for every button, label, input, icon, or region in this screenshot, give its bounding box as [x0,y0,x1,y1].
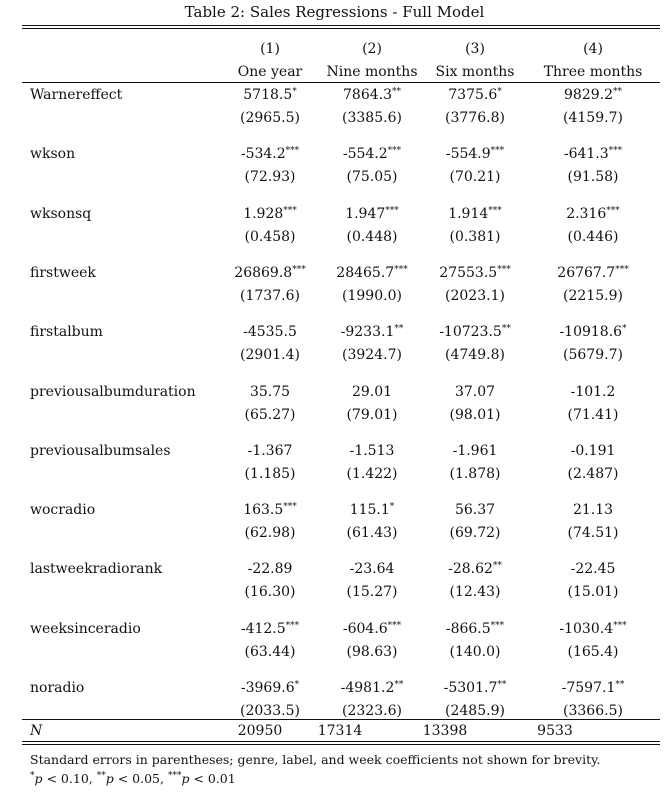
standard-error-cell: (0.446) [567,229,619,245]
standard-error-cell: (1990.0) [342,288,402,304]
significance-stars: ** [497,680,507,690]
variable-label: Warnereffect [30,87,123,103]
standard-error-cell: (2.487) [567,466,619,482]
significance-stars: *** [497,265,511,275]
significance-stars: *** [606,206,620,216]
significance-stars: ** [394,324,404,334]
coefficient-value: 2.316 [566,206,607,222]
coefficient-value: -22.45 [570,561,616,577]
standard-error-cell: (3924.7) [342,347,402,363]
coefficient-cell [225,145,315,163]
coefficient-value: 28465.7 [336,265,395,281]
coefficient-value: 29.01 [351,384,393,400]
coefficient-value: 7375.6 [448,87,498,103]
coefficient-cell [530,205,656,223]
coefficient-value: -641.3 [563,146,609,162]
standard-error-cell: (61.43) [346,525,398,541]
coefficient-value: -10723.5 [439,324,502,340]
significance-stars: * [294,680,300,690]
standard-error-cell: (1.422) [346,466,398,482]
coefficient-cell [530,620,656,638]
coefficient-value: -4535.5 [243,324,297,340]
coefficient-value: 9829.2 [564,87,613,103]
coefficient-value: -23.64 [349,561,395,577]
standard-error-cell: (74.51) [567,525,619,541]
standard-error-cell: (71.41) [567,407,619,423]
standard-error-cell: (70.21) [449,169,501,185]
coefficient-cell [530,264,656,282]
significance-stars: *** [283,206,297,216]
standard-error-cell: (0.381) [449,229,501,245]
p-symbol: p [181,771,190,786]
standard-error-cell: (15.01) [567,584,619,600]
coefficient-cell [428,145,522,163]
variable-label: firstweek [30,265,96,281]
table-caption: Table 2: Sales Regressions - Full Model [184,3,485,21]
observations-value: 9533 [537,723,573,739]
table-note: Standard errors in parentheses; genre, label, and week coefficients not shown for brevity. [30,752,601,767]
coefficient-value: -101.2 [570,384,616,400]
coefficient-value: -1.961 [452,443,498,459]
column-number: (2) [362,41,382,57]
standard-error-cell: (0.458) [244,229,296,245]
standard-error-cell: (98.01) [449,407,501,423]
coefficient-cell [318,501,426,519]
coefficient-cell [225,501,315,519]
n-rule [22,719,660,720]
significance-stars: *** [387,621,402,631]
coefficient-cell [428,679,522,697]
significance-stars: *** [613,621,627,631]
significance-star: *** [167,771,182,781]
variable-label: weeksinceradio [30,621,141,637]
standard-error-cell: (1737.6) [240,288,300,304]
coefficient-cell [428,383,522,401]
significance-stars: *** [285,621,300,631]
significance-stars: * [292,87,297,97]
coefficient-cell [428,620,522,638]
column-number: (4) [583,41,603,57]
significance-star: ** [96,771,106,781]
standard-error-cell: (1.185) [244,466,296,482]
standard-error-cell: (140.0) [449,644,501,660]
standard-error-cell: (98.63) [346,644,398,660]
significance-stars: *** [488,206,502,216]
significance-stars: ** [492,561,502,571]
variable-label: wksonsq [30,206,92,222]
p-symbol: p [34,771,43,786]
significance-stars: *** [490,621,505,631]
coefficient-cell [428,323,522,341]
standard-error-cell: (1.878) [449,466,501,482]
coefficient-cell [530,383,656,401]
coefficient-value: -7597.1 [561,680,616,696]
coefficient-value: 1.928 [243,206,284,222]
significance-stars: ** [613,87,622,97]
column-label: Nine months [326,64,418,80]
coefficient-value: -1.513 [349,443,395,459]
standard-error-cell: (63.44) [244,644,296,660]
top-rule [22,25,660,26]
significance-stars: * [389,502,395,512]
coefficient-cell [225,442,315,460]
coefficient-value: -5301.7 [443,680,498,696]
significance-stars: ** [615,680,625,690]
standard-error-cell: (75.05) [346,169,398,185]
coefficient-cell [225,383,315,401]
significance-stars: * [497,87,502,97]
standard-error-cell: (2215.9) [563,288,623,304]
coefficient-cell [225,323,315,341]
coefficient-value: -4981.2 [340,680,395,696]
top-rule-second [22,28,660,29]
standard-error-cell: (62.98) [244,525,296,541]
standard-error-cell: (5679.7) [563,347,623,363]
variable-label: firstalbum [30,324,103,340]
standard-error-cell: (165.4) [567,644,619,660]
standard-error-cell: (3385.6) [342,110,402,126]
standard-error-cell: (4749.8) [445,347,505,363]
coefficient-value: -412.5 [240,621,286,637]
coefficient-cell [530,560,656,578]
observations-value: 17314 [317,723,363,739]
significance-stars: *** [490,146,505,156]
standard-error-cell: (2485.9) [445,703,505,719]
coefficient-value: -534.2 [240,146,286,162]
coefficient-cell [428,501,522,519]
coefficient-cell [530,442,656,460]
standard-error-cell: (2033.5) [240,703,300,719]
coefficient-value: 26767.7 [557,265,616,281]
variable-label: previousalbumsales [30,443,171,459]
bottom-rule-second [22,744,660,745]
coefficient-value: -554.9 [445,146,491,162]
coefficient-value: 26869.8 [234,265,293,281]
standard-error-cell: (72.93) [244,169,296,185]
coefficient-value: 1.947 [345,206,386,222]
coefficient-cell [530,145,656,163]
significance-stars: * [622,324,627,334]
standard-error-cell: (79.01) [346,407,398,423]
p-threshold: < 0.05, [113,771,168,786]
significance-stars: *** [385,206,399,216]
variable-label: lastweekradiorank [30,561,163,577]
coefficient-value: -28.62 [448,561,493,577]
header-rule [22,82,660,83]
coefficient-value: -0.191 [570,443,616,459]
coefficient-value: 21.13 [572,502,614,518]
coefficient-value: 163.5 [243,502,284,518]
coefficient-value: 27553.5 [439,265,498,281]
coefficient-cell [225,620,315,638]
coefficient-cell [225,264,315,282]
significance-star: * [30,771,35,781]
p-threshold: < 0.01 [189,771,236,786]
coefficient-value: -10918.6 [559,324,623,340]
standard-error-cell: (3776.8) [445,110,505,126]
coefficient-value: -1.367 [247,443,293,459]
coefficient-value: 5718.5 [243,87,293,103]
observations-label: N [30,723,43,739]
coefficient-value: 115.1 [349,502,390,518]
coefficient-value: -604.6 [342,621,388,637]
standard-error-cell: (4159.7) [563,110,623,126]
variable-label: wocradio [30,502,96,518]
significance-stars: *** [615,265,629,275]
coefficient-value: 7864.3 [343,87,392,103]
coefficient-cell [428,560,522,578]
variable-label: noradio [30,680,85,696]
standard-error-cell: (15.27) [346,584,398,600]
standard-error-cell: (2965.5) [240,110,300,126]
coefficient-cell [318,86,426,104]
standard-error-cell: (65.27) [244,407,296,423]
column-label: Six months [435,64,515,80]
coefficient-cell [225,679,315,697]
standard-error-cell: (2023.1) [445,288,505,304]
coefficient-value: -9233.1 [340,324,395,340]
variable-label: wkson [30,146,76,162]
coefficient-cell [318,145,426,163]
coefficient-value: 56.37 [454,502,496,518]
standard-error-cell: (2901.4) [240,347,300,363]
standard-error-cell: (0.448) [346,229,398,245]
standard-error-cell: (69.72) [449,525,501,541]
significance-stars: ** [394,680,404,690]
variable-label: previousalbumduration [30,384,196,400]
standard-error-cell: (91.58) [567,169,619,185]
significance-stars: ** [501,324,511,334]
significance-stars: *** [285,146,300,156]
coefficient-cell [318,383,426,401]
coefficient-cell [318,620,426,638]
coefficient-cell [530,501,656,519]
coefficient-value: -3969.6 [240,680,295,696]
coefficient-cell [428,86,522,104]
coefficient-cell [318,560,426,578]
coefficient-cell [318,205,426,223]
observations-value: 13398 [422,723,468,739]
significance-stars: *** [292,265,306,275]
coefficient-value: 37.07 [454,384,496,400]
coefficient-value: -554.2 [342,146,388,162]
standard-error-cell: (2323.6) [342,703,402,719]
significance-stars: *** [283,502,297,512]
standard-error-cell: (3366.5) [563,703,623,719]
coefficient-cell [318,323,426,341]
coefficient-cell [225,560,315,578]
column-label: One year [237,64,303,80]
coefficient-cell [225,86,315,104]
coefficient-value: 35.75 [249,384,291,400]
coefficient-cell [318,679,426,697]
standard-error-cell: (16.30) [244,584,296,600]
coefficient-cell [530,323,656,341]
column-number: (1) [260,41,280,57]
significance-stars: *** [608,146,623,156]
coefficient-cell [428,442,522,460]
coefficient-cell [428,264,522,282]
observations-value: 20950 [237,723,283,739]
coefficient-cell [530,86,656,104]
significance-stars: *** [387,146,402,156]
bottom-rule [22,741,660,742]
significance-stars: *** [394,265,408,275]
coefficient-value: -22.89 [247,561,293,577]
coefficient-cell [318,264,426,282]
significance-legend [30,771,236,787]
column-number: (3) [465,41,485,57]
significance-stars: ** [392,87,401,97]
coefficient-cell [530,679,656,697]
coefficient-cell [318,442,426,460]
standard-error-cell: (12.43) [449,584,501,600]
p-symbol: p [105,771,114,786]
coefficient-cell [428,205,522,223]
coefficient-value: -1030.4 [559,621,614,637]
coefficient-value: 1.914 [448,206,489,222]
coefficient-value: -866.5 [445,621,491,637]
column-label: Three months [543,64,643,80]
p-threshold: < 0.10, [42,771,97,786]
coefficient-cell [225,205,315,223]
